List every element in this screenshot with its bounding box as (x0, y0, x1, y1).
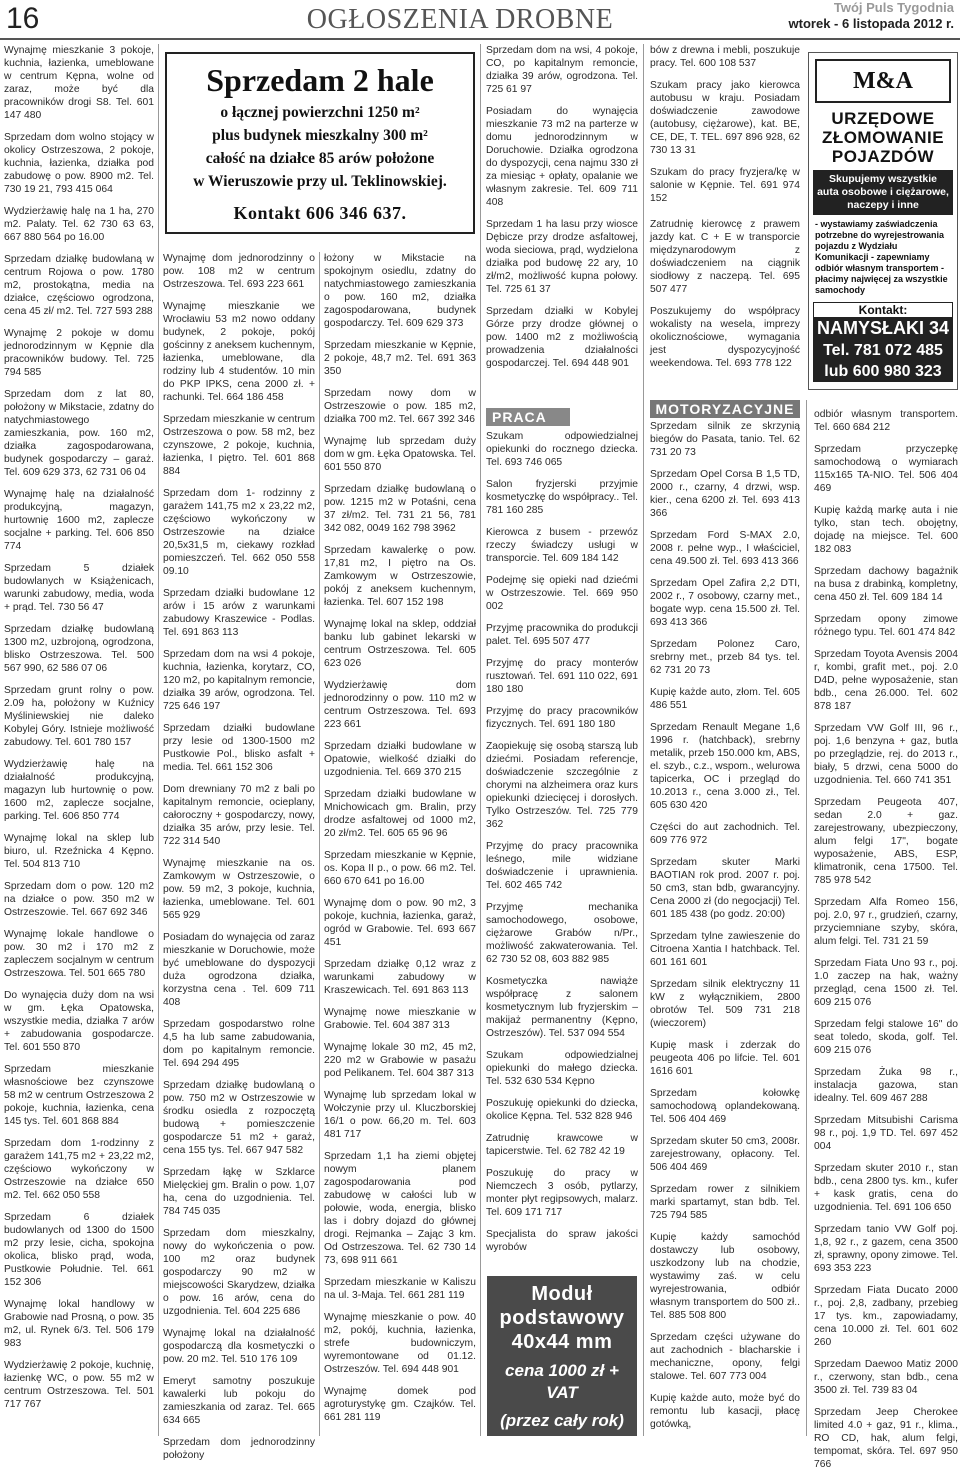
section-title: OGŁOSZENIA DROBNE (306, 4, 614, 35)
classified-ad: Posiadam do wynajęcia mieszkanie 73 m2 na parterze w domu jednorodzinnym w Doruchowie. Działka ogrodzona do dyspozycji, cena najmu 330 zł za miesiąc + opłaty, opalanie we własnym zakresie. Tel. 609 711 408 (486, 106, 638, 208)
column-divider (480, 44, 481, 1436)
classified-ad: Sprzedam Mitsubishi Carisma 98 r., poj. 1,9 TD. Tel. 697 452 004 (814, 1115, 958, 1152)
classified-ad: Sprzedam Opel Corsa B 1,5 TD, 2000 r., czarny, 4 drzwi, wsp. kier., cena 6200 zł. Tel. 693 413 366 (650, 469, 800, 519)
classified-ad: Dom drewniany 70 m2 z bali po kapitalnym remoncie, ocieplany, całoroczny + gospodarczy, nowy, działka 35 arów, przy lesie. Tel. 722 314 540 (163, 784, 315, 847)
classified-ad: Sprzedam dom na wsi, 4 pokoje, CO, po kapitalnym remoncie, działka 39 arów, ogrodzona. Tel. 725 61 97 (486, 45, 638, 95)
ads-column-5 (650, 44, 800, 212)
hall-ad-line: o łącznej powierzchni 1250 m² (220, 104, 420, 121)
ads-column-7 (814, 408, 958, 1470)
ma-contact-box (813, 302, 953, 340)
classified-ad: Wydzierżawię dom jednorodzinny o pow. 110 m2 w centrum Ostrzeszowa. Tel. 693 223 661 (324, 680, 476, 730)
module-price-advert (487, 1276, 637, 1436)
classified-ad: Przyjmę mechanika samochodowego, osobowe, ciężarowe Grabów n/Pr., możliwość zakwaterowania. Tel. 62 730 52 08, 603 882 985 (486, 902, 638, 965)
ads-column-6 (650, 420, 800, 1436)
ads-column-4-praca (486, 430, 638, 1272)
classified-ad: Podejmę się opieki nad dziećmi w Ostrzeszowie. Tel. 669 950 002 (486, 575, 638, 612)
column-divider (643, 44, 644, 1436)
classified-ad: Szukam odpowiedzialnej opiekunki do rocznego dziecka. Tel. 693 746 065 (486, 431, 638, 468)
classified-ad: Sprzedam działki w Kobylej Górze przy drodze głównej o pow. 1400 m2 z możliwością prowadzenia działalności gospodarczej. Tel. 694 448 901 (486, 306, 638, 369)
hall-sale-advert (165, 52, 475, 234)
classified-ad: Sprzedam Opel Zafira 2,2 DTI, 2002 r., 7 osobowy, czarny met., bogate wyp. cena 15.500 zł. Tel. 693 413 366 (650, 578, 800, 628)
classified-ad: Salon fryzjerski przyjmie kosmetyczkę do współpracy.. Tel. 781 160 285 (486, 479, 638, 516)
classified-ad: Sprzedam dom 1- rodzinny z garażem 141,75 m2 x 23,22 m2, częściowo wykończony w Ostrzeszowie na działce 20,5x31,5 m, ciekawy rozkład pomieszczeń. Tel. 662 050 558 09.10 (163, 488, 315, 577)
ma-phone: Tel. 781 072 485 (813, 340, 953, 361)
classified-ad: Przyjmę do pracy monterów rusztowań. Tel. 691 110 022, 691 180 180 (486, 658, 638, 695)
classified-ad: Szukam pracy jako kierowca autobusu w kraju. Posiadam doświadczenie zawodowe (autobusy, ciężarowe), kat. BE, CE, DE, T. TEL. 697 896 928, 62 730 13 31 (650, 80, 800, 156)
classified-ad: Sprzedam działki budowlane w Mnichowicach gm. Bralin, przy drodze asfaltowej od 1000 m2, 20 zł/m2. Tel. 605 65 96 96 (324, 789, 476, 839)
classified-ad: Emeryt samotny poszukuje kawalerki lub pokoju do zamieszkania od zaraz. Tel. 665 634 665 (163, 1376, 315, 1426)
classified-ad: Wynajmę lokal handlowy w Grabowie nad Prosną, o pow. 35 m2, ul. Rynek 6/3. Tel. 506 179 983 (4, 1299, 154, 1349)
classified-ad: Części do aut zachodnich. Tel. 609 776 972 (650, 822, 800, 846)
classified-ad: Sprzedam Alfa Romeo 156, poj. 2.0, 97 r., grudzień, czarny, przyciemniane szyby, skóra, alum felgi. Tel. 731 21 59 (814, 897, 958, 947)
ma-phone: lub 600 980 323 (813, 361, 953, 382)
ads-column-1 (4, 44, 154, 1434)
classified-ad: Do wynajęcia duży dom na wsi w gm. Łęka Opatowska, wszystkie media, działka 7 arów + zabudowania gospodarcze. Tel. 601 550 870 (4, 990, 154, 1053)
classified-ad: Sprzedam Peugeota 407, sedan 2.0 + gaz. zarejestrowany, ubezpieczony, alum felgi 17", bogate wyposażenie, ABS, ESP, klimatronik, cena 17500. Tel. 785 978 542 (814, 797, 958, 886)
classified-ad: Sprzedam łąkę w Szklarce Mielęckiej gm. Bralin o pow. 1,07 ha, cena do uzgodnienia. Tel. 784 745 035 (163, 1167, 315, 1217)
classified-ad: Wynajmę lokale handlowe o pow. 30 m2 i 170 m2 z zapleczem socjalnym w centrum Ostrzeszowa. Tel. 501 665 780 (4, 929, 154, 979)
classified-ad: Sprzedam dom na wsi 4 pokoje, kuchnia, łazienka, korytarz, CO, 120 m2, po kapitalnym remoncie, działka 39 arów, ogrodzona. Tel. 725 646 197 (163, 649, 315, 712)
classified-ad: Sprzedam działkę 0,12 wraz z warunkami zabudowy w Kraszewicach. Tel. 691 863 113 (324, 959, 476, 996)
classified-ad: Zaopiekuję się osobą starszą lub dziećmi. Posiadam referencje, doświadczenie szczególnie z chorymi na alzheimera oraz kurs opiekunki dziecięcej i dorosłych. Tylko Ostrzeszów. Tel. 725 779 362 (486, 741, 638, 830)
classified-ad: Sprzedam Żuka 98 r., instalacja gazowa, stan idealny. Tel. 609 467 288 (814, 1067, 958, 1104)
classified-ad: Kupię każde auto, może być do remontu lub kasacji, płacę gotówką, (650, 1393, 800, 1430)
classified-ad: bów z drewna i mebli, poszukuje pracy. Tel. 600 108 537 (650, 45, 800, 69)
classified-ad: Wydzierżawię halę na 1 ha, 270 m2. Palaty. Tel. 62 730 63 63, 667 880 564 po 16.00 (4, 206, 154, 243)
classified-ad: Kupię każdą markę auta i nie tylko, stan tech. obojętny, dojadę na miejsce. Tel. 600 182 083 (814, 505, 958, 555)
classified-ad: Poszukuję opiekunki do dziecka, okolice Kępna. Tel. 532 828 946 (486, 1098, 638, 1122)
classified-ad: Sprzedam gospodarstwo rolne 4,5 ha lub same zabudowania, dom po kapitalnym remoncie. Tel. 694 294 495 (163, 1019, 315, 1069)
classified-ad: Wynajmę lub sprzedam duży dom w gm. Łęka Opatowska. Tel. 601 550 870 (324, 436, 476, 473)
ads-column-5b (650, 218, 800, 394)
classified-ad: Zatrudnię kierowcę z prawem jazdy kat. C + E w transporcie międzynarodowym z doświadczeniem na ciągnik siodłowy z naczepą. Tel. 695 507 477 (650, 219, 800, 295)
classified-ad: Sprzedam 6 działek budowlanych od 1300 do 1500 m2 przy lesie, cicha, spokojna okolica, blisko prąd, woda, Pustkowie Południe. Tel. 661 152 306 (4, 1212, 154, 1288)
classified-ad: Wynajmę 2 pokoje w domu jednorodzinnym w Kępnie dla pracowników budowy. Tel. 725 794 585 (4, 328, 154, 378)
hall-ad-contact: Kontakt 606 346 637. (233, 203, 407, 223)
classified-ad: Sprzedam mieszkanie własnościowe bez czynszowe 58 m2 w centrum Ostrzeszowa 2 pokoje, kuchnia, łazienka, cena 145 tys. Tel. 601 868 884 (4, 1064, 154, 1127)
classified-ad: Sprzedam mieszkanie w Kępnie, 2 pokoje, 48,7 m2. Tel. 691 363 350 (324, 340, 476, 377)
classified-ad: Sprzedam silnik elektryczny 11 kW z wyłącznikiem, 2800 obrotów Tel. 509 731 218 (wieczorem) (650, 979, 800, 1029)
classified-ad: Sprzedam Fiata Uno 93 r., poj. 1.0 zaczep na hak, ważny przegląd, cena 1500 zł. Tel. 609 215 076 (814, 958, 958, 1008)
classified-ad: Przyjmę pracownika do produkcji palet. Tel. 695 507 477 (486, 623, 638, 647)
hall-ad-line: plus budynek mieszkalny 300 m² (212, 127, 428, 144)
section-heading-praca: PRACA (486, 408, 570, 426)
classified-ad: Sprzedam dom wolno stojący w okolicy Ostrzeszowa, 2 pokoje, kuchnia, łazienka, działka pod zabudowę o pow. 8900 m2. Tel. 730 19 21, 793 415 064 (4, 132, 154, 195)
classified-ad: Sprzedam dom mieszkalny, nowy do wykończenia o pow. 100 m2 oraz budynek gospodarczy 90 m2 w miejscowości Skarydzew, działka o pow. 16 arów, cena do uzgodnienia. Tel. 604 225 686 (163, 1228, 315, 1317)
ads-column-2 (163, 252, 315, 1461)
classified-ad: Sprzedam działki budowlane 12 arów i 15 arów z warunkami zabudowy Kraszewice - Podlas. Tel. 691 863 113 (163, 588, 315, 638)
classified-ad: Sprzedam grunt rolny o pow. 2.09 ha, położony w Kuźnicy Myśliniewskiej nie daleko Kobylej Góry. Istnieje możliwość zabudowy. Tel. 601 780 157 (4, 685, 154, 748)
classified-ad: Sprzedam działkę budowlaną 1300 m2, uzbrojoną, ogrodzona, blisko Ostrzeszowa. Tel. 500 567 990, 62 586 07 06 (4, 624, 154, 674)
classified-ad: Sprzedam dom o pow. 120 m2 na działce o pow. 350 m2 w Ostrzeszowie. Tel. 667 692 346 (4, 881, 154, 918)
classified-ad: Wydzierżawię halę na działalność produkcyjną, magazyn lub hurtownię o pow. 1600 m2, zaplecze socjalne, parking. Tel. 606 850 774 (4, 759, 154, 822)
classified-ad: Sprzedam kołowkę samochodową oplandekowaną. Tel. 506 404 469 (650, 1088, 800, 1125)
classified-ad: Wynajmę mieszkanie 3 pokoje, kuchnia, łazienka, umeblowane w centrum Kępna, wolne od zaraz, może być dla pracowników drogi S8. Tel. 601 147 480 (4, 45, 154, 121)
ads-column-4 (486, 44, 638, 404)
classified-ad: Poszukuję do pracy w Niemczech 3 osób, pytlarzy, monter płyt regipsowych, malarz. Tel. 609 171 717 (486, 1168, 638, 1218)
classified-ad: Wydzierżawię 2 pokoje, kuchnię, łazienkę WC, o pow. 55 m2 w centrum Ostrzeszowa. Tel. 501 717 767 (4, 1360, 154, 1410)
classified-ad: Sprzedam działki budowlane w Opatowie, wielkość działki do uzgodnienia. Tel. 669 370 215 (324, 741, 476, 778)
classified-ad: Wynajmę mieszkanie na os. Zamkowym w Ostrzeszowie, o pow. 59 m2, 3 pokoje, kuchnia, łazienka, umeblowane. Tel. 601 565 929 (163, 858, 315, 921)
classified-ad: Sprzedam części używane do aut zachodnich - blacharskie i mechaniczne, opony, felgi stalowe. Tel. 607 773 004 (650, 1332, 800, 1382)
module-ad-line: Moduł (531, 1283, 593, 1305)
column-divider (158, 44, 159, 1436)
classified-ad: Wynajmę halę na działalność produkcyjną, magazyn, hurtownię 1600 m2, zaplecze socjalne + parking. Tel. 606 850 774 (4, 489, 154, 552)
classified-ad: Sprzedam silnik ze skrzynią biegów do Pasata, tanio. Tel. 62 731 20 73 (650, 421, 800, 458)
column-divider (319, 252, 320, 1436)
hall-ad-line: całość na działce 85 arów położone (205, 150, 435, 167)
classified-ad: Wynajmę lub sprzedam lokal w Wołczynie przy ul. Kluczborskiej 16/1 o pow. 66,20 m. Tel. 603 481 717 (324, 1090, 476, 1140)
classified-ad: Sprzedam przyczepkę samochodową o wymiarach 115x165 TA-NIO. Tel. 506 404 469 (814, 444, 958, 494)
ma-subtitle: Skupujemy wszystkie auta osobowe i ciężarowe, naczepy i inne (813, 170, 953, 215)
classified-ad: Sprzedam działkę budowlaną o pow. 1215 m2 w Potaśni, cena 37 zł/m2. Tel. 731 21 56, 781 342 082, 0049 162 798 3962 (324, 484, 476, 534)
classified-ad: Kupię każdy samochód dostawczy lub osobowy, uszkodzony lub na chodzie, wystawimy zaś. w celu wyrejestrowania, odbiór własnym transportem do 500 zł.. Tel. 885 508 800 (650, 1232, 800, 1321)
classified-ad: Sprzedam Jeep Cherokee limited 4.0 + gaz, 91 r., klima., RO CD, hak, alum felgi, tempomat, skóra. Tel. 697 950 766 (814, 1407, 958, 1470)
classified-ad: Sprzedam skuter 50 cm3, 2008r. zarejestrowany, opłacony. Tel. 506 404 469 (650, 1136, 800, 1173)
classified-ad: Specjalista do spraw jakości wyrobów (486, 1229, 638, 1253)
classified-ad: Sprzedam Daewoo Matiz 2000 r., czerwony, stan bdb., cena 3500 zł. Tel. 739 83 04 (814, 1359, 958, 1396)
classified-ad: Wynajmę nowe mieszkanie w Grabowie. Tel. 604 387 313 (324, 1007, 476, 1031)
classified-ad: Sprzedam dachowy bagażnik na busa z drabinką, kompletny, cena 450 zł. Tel. 609 184 14 (814, 566, 958, 603)
classified-ad: Sprzedam mieszkanie w Kaliszu na ul. 3-Maja. Tel. 661 281 119 (324, 1277, 476, 1301)
classified-ad: Sprzedam kawalerkę o pow. 17,81 m2, I piętro na Os. Zamkowym w Ostrzeszowie, pokój z aneksem kuchennym, łazienka. Tel. 607 152 198 (324, 545, 476, 608)
publication-brand: Twój Puls Tygodnia (833, 0, 954, 15)
classified-ad: Szukam do pracy fryzjera/kę w salonie w Kępnie. Tel. 691 974 152 (650, 167, 800, 204)
classified-ad: Kupię mask i zderzak do peugeota 406 po lifcie. Tel. 601 1616 601 (650, 1040, 800, 1077)
page-header (0, 0, 960, 40)
module-ad-line: 40x44 mm (511, 1331, 613, 1353)
classified-ad: Szukam odpowiedzialnej opiekunki do małego dziecka. Tel. 532 630 534 Kępno (486, 1050, 638, 1087)
classified-ad: Sprzedam VW Golf III, 96 r., poj. 1,6 benzyna + gaz, butla po przeglądzie, rej. do 2013 r., biały, 5 drzwi, cena 5000 do uzgodnienia. Tel. 660 741 351 (814, 723, 958, 786)
ma-logo: M&A (815, 59, 951, 103)
ads-column-3 (324, 252, 476, 1436)
classified-ad: Sprzedam mieszkanie w Kępnie, os. Kopa II p., o pow. 66 m2. Tel. 660 670 641 po 16.00 (324, 850, 476, 887)
classified-ad: Wynajmę lokal na sklep, oddział banku lub gabinet lekarski w centrum Ostrzeszowa. Tel. 605 623 026 (324, 619, 476, 669)
classified-ad: Sprzedam skuter 2010 r., stan bdb., cena 2800 tys. km., kufer + kask gratis, cena do uzgodnienia. Tel. 691 106 650 (814, 1163, 958, 1213)
classified-ad: Wynajmę mieszkanie we Wrocławiu 53 m2 nowo oddany budynek, 2 pokoje, pokój gościnny z aneksem kuchennym, łazienka, umeblowane, dla rodziny lub 4 studentów. 10 min do PKP IPKS, cena 2000 zł. + rachunki. Tel. 664 186 458 (163, 301, 315, 403)
ma-address: NAMYSŁAKI 34 (814, 317, 952, 339)
classified-ad: Przyjmę do pracy pracownika leśnego, mile widziane doświadczenie i uprawnienia. Tel. 602 465 742 (486, 841, 638, 891)
ma-services-list: - wystawiamy zaświadczenia potrzebne do wyrejestrowania pojazdu z Wydziału Komunikacji - zapewniamy odbiór własnym transportem - płacimy najwięcej za wszystkie samochody (815, 219, 948, 295)
classified-ad: Wynajmę lokal na działalność gospodarczą dla kosmetyczki o pow. 20 m2. Tel. 510 176 109 (163, 1328, 315, 1365)
classified-ad: Sprzedam Toyota Avensis 2004 r, kombi, grafit met., poj. 2.0 D4D, pełne wyposażenie, stan bdb., cena 26.000. Tel. 602 878 187 (814, 649, 958, 712)
classified-ad: Sprzedam Ford S-MAX 2.0, 2008 r. pełne wyp., I właściciel, cena 49.500 zł. Tel. 693 413 366 (650, 530, 800, 567)
section-heading-motoryzacyjne: MOTORYZACYJNE (650, 400, 800, 418)
classified-ad: Wynajmę lokal na sklep lub biuro, ul. Rzeźnicka 4 Kępno. Tel. 504 813 710 (4, 833, 154, 870)
classified-ad: Posiadam do wynajęcia od zaraz mieszkanie w Doruchowie, może być umeblowane do dyspozycji duża ogrodzona działka, korzystna cena . Tel. 609 711 408 (163, 932, 315, 1008)
classified-ad: Wynajmę domek pod agroturystykę gm. Czajków. Tel. 661 281 119 (324, 1386, 476, 1423)
classified-ad: łożony w Mikstacie na spokojnym osiedlu, zdatny do natychmiastowego zamieszkania o pow. 160 m2, działka zagospodarowana, budynek gospodarczy. Tel. 609 629 373 (324, 253, 476, 329)
classified-ad: Kierowca z busem - przewóz rzeczy świadczy usługi w transporcie. Tel. 609 184 142 (486, 527, 638, 564)
classified-ad: Sprzedam mieszkanie w centrum Ostrzeszowa o pow. 58 m2, bez czynszowe, 2 pokoje, kuchnia, łazienka, I piętro. Tel. 601 868 884 (163, 414, 315, 477)
classified-ad: Sprzedam dom jednorodzinny położony (163, 1437, 315, 1461)
classified-ad: Sprzedam działki budowlane przy lesie od 1300-1500 m2 Pustkowie Pol., blisko asfalt + media. Tel. 661 152 306 (163, 723, 315, 773)
hall-ad-title: Sprzedam 2 hale (206, 62, 434, 98)
ma-title: URZĘDOWE ZŁOMOWANIE POJAZDÓW (821, 109, 945, 166)
classified-ad: Sprzedam felgi stalowe 16" do seat toledo, skoda, golf. Tel. 609 215 076 (814, 1019, 958, 1056)
module-ad-line: podstawowy (499, 1307, 625, 1329)
classified-ad: odbiór własnym transportem. Tel. 660 684 212 (814, 409, 958, 433)
classified-ad: Sprzedam Polonez Caro, srebrny met., przeb 84 tys. tel. 62 731 20 73 (650, 639, 800, 676)
classified-ad: Sprzedam dom 1-rodzinny z garażem 141,75 m2 + 23,22 m2, częściowo wykończony w Ostrzeszowie na działce 650 m2. Tel. 662 050 558 (4, 1138, 154, 1201)
classified-ad: Sprzedam tanio VW Golf poj. 1,8, 92 r., z gazem, cena 3500 zł, sprawny, opony zimowe. Tel. 693 353 223 (814, 1224, 958, 1274)
classified-ad: Sprzedam opony zimowe różnego typu. Tel. 601 474 842 (814, 614, 958, 638)
module-ad-period: (przez cały rok) (500, 1411, 624, 1430)
classified-ad: Sprzedam działkę budowlaną o pow. 750 m2 w Ostrzeszowie w środku osiedla z rozpoczętą budową + pomieszczenie gospodarcze 51 m2 + garaż, cena 155 tys. Tel. 667 947 582 (163, 1080, 315, 1156)
classified-ad: Sprzedam skuter Marki BAOTIAN rok prod. 2007 r. poj. 50 cm3, stan bdb, gwarancyjny. Cena 2000 zł (do negocjacji) Tel. 601 185 438 (po godz. 20:00) (650, 857, 800, 920)
issue-date: wtorek - 6 listopada 2012 r. (788, 16, 954, 31)
classified-ad: Sprzedam 5 działek budowlanych w Książenicach, warunki zabudowy, media, woda + prąd. Tel. 730 56 47 (4, 563, 154, 613)
classified-ad: Poszukujemy do współpracy wokalisty na wesela, imprezy okolicznościowe, wymagania jest dyspozycyjność weekendowa. Tel. 693 778 122 (650, 306, 800, 369)
column-divider (806, 400, 807, 1436)
classified-ad: Przyjmę do pracy pracowników fizycznych. Tel. 691 180 180 (486, 706, 638, 730)
classified-ad: Sprzedam rower z silnikiem marki spartamyt, stan bdb. Tel. 725 794 585 (650, 1184, 800, 1221)
classified-ad: Wynajmę dom o pow. 90 m2, 3 pokoje, kuchnia, łazienka, garaż, ogród w Grabowie. Tel. 693 667 451 (324, 898, 476, 948)
ma-contact-label: Kontakt: (858, 303, 908, 317)
classified-ad: Sprzedam nowy dom w Ostrzeszowie o pow. 185 m2, działka 700 m2. Tel. 667 392 346 (324, 388, 476, 425)
classified-ad: Sprzedam działkę budowlaną w centrum Rojowa o pow. 1780 m2, prostokątna, media na działce, częściowo ogrodzona, cena 45 zł/ m2. Tel. 727 593 288 (4, 254, 154, 317)
module-ad-price: cena 1000 zł + VAT (505, 1361, 619, 1402)
classified-ad: Wynajmę dom jednorodzinny o pow. 108 m2 w centrum Ostrzeszowa. Tel. 693 223 661 (163, 253, 315, 290)
classified-ad: Sprzedam 1,1 ha ziemi objętej nowym planem zagospodarowania pod zabudowę w całości lub w połowie, woda, energia, blisko las i dobry dojazd do głównej drogi. Rejmanka – Zając 3 km. Od Ostrzeszowa. Tel. 62 730 14 73, 698 911 661 (324, 1151, 476, 1266)
classified-ad: Kupię każde auto, złom. Tel. 605 486 551 (650, 687, 800, 711)
classified-ad: Sprzedam dom z lat 80, położony w Mikstacie, zdatny do natychmiastowego zamieszkania, pow. 160 m2, działka zagospodarowana, budynek gospodarczy – garaż. Tel. 609 629 373, 62 731 06 04 (4, 389, 154, 478)
classified-ad: Wynajmę mieszkanie o pow. 40 m2, pokój, kuchnia, łazienka, strefe budowniczym, wyremontowane od 01.12. Ostrzeszów. Tel. 694 448 901 (324, 1312, 476, 1375)
page-number: 16 (6, 2, 40, 35)
scrapping-advert (808, 52, 958, 390)
classified-ad: Kosmetyczka nawiąże współpracę z salonem kosmetycznym lub fryzjerskim – makijaż permanentny (Kępno, Ostrzeszów). Tel. 537 094 554 (486, 976, 638, 1039)
classified-ad: Wynajmę lokale 30 m2, 45 m2, 220 m2 w Grabowie w pasażu pod Pelikanem. Tel. 604 387 313 (324, 1042, 476, 1079)
classified-ad: Zatrudnię krawcowe w tapicerstwie. Tel. 62 782 42 19 (486, 1133, 638, 1157)
hall-ad-line: w Wieruszowie przy ul. Teklinowskiej. (193, 173, 447, 190)
classified-ad: Sprzedam Renault Megane 1,6 1996 r. (hatchback), srebrny metalik, przeb 150.000 km, ABS, el. szyb., c.z., wspom., welurowa tapicerka, OC i przegląd do 10.2013 r., cena 3.000 zł., Tel. 605 630 420 (650, 722, 800, 811)
classified-ad: Sprzedam tylne zawieszenie do Citroena Xantia I hatchback. Tel. 601 161 601 (650, 931, 800, 968)
classified-ad: Sprzedam 1 ha lasu przy wiosce Dębicze przy drodze asfaltowej, woda sieciowa, prąd, wydzielona działka pod budowę 22 ary, 10 zł/m2, możliwość kupna połowy. Tel. 725 61 37 (486, 219, 638, 295)
classified-ad: Sprzedam Fiata Ducato 2000 r., poj. 2,8, zadbany, przebieg 17 tys. km., zapowiadamy, cena 10.000 zł. Tel. 601 602 260 (814, 1285, 958, 1348)
